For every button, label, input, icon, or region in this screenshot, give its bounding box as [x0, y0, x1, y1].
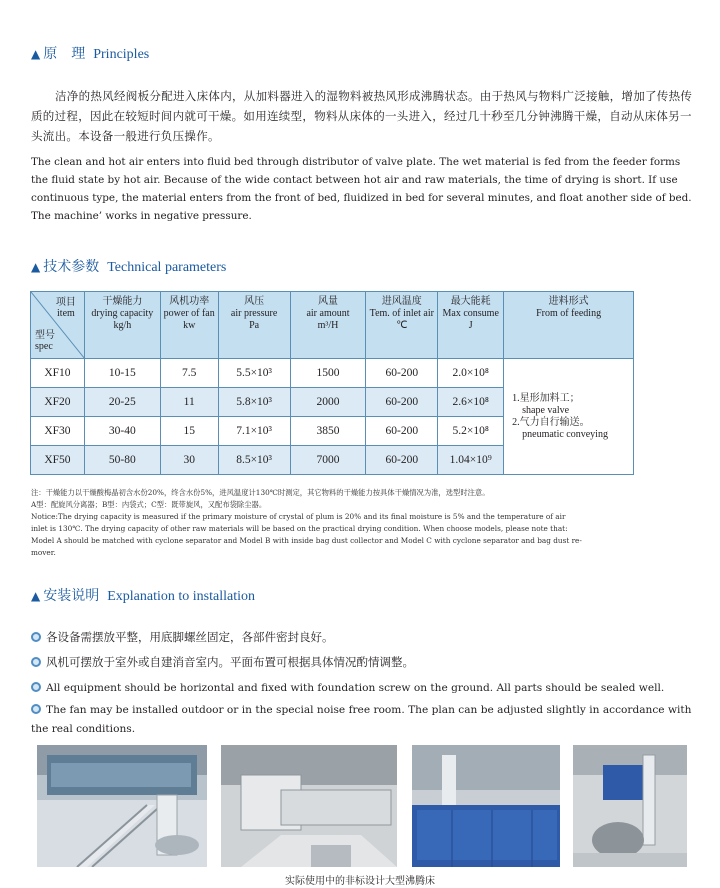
- power-cell: 15: [160, 417, 218, 446]
- install-item: 风机可摆放于室外或自建消音室内。平面布置可根据具体情况酌情调整。: [31, 653, 699, 672]
- factory-photo-4: [573, 745, 687, 867]
- circle-bullet-icon: [31, 682, 41, 692]
- pressure-cell: 5.8×10³: [218, 388, 290, 417]
- principles-heading: [31, 43, 149, 63]
- triangle-bullet-icon: ▲: [31, 47, 41, 61]
- capacity-cell: 20-25: [84, 388, 160, 417]
- feeding-line: shape valve: [522, 404, 570, 416]
- circle-bullet-icon: [31, 657, 41, 667]
- factory-photo-2: [221, 745, 397, 867]
- table-row: [31, 359, 634, 388]
- install-item: All equipment should be horizontal and fixed with foundation screw on the ground. All parts should be sealed well.: [31, 679, 699, 698]
- model-cell: XF50: [31, 446, 85, 475]
- tech-heading: [31, 256, 226, 276]
- header-inlet-temperature: 进风温度 Tem. of inlet air ℃: [366, 292, 438, 359]
- note-line: 注：干燥能力以干燥酸梅晶初含水份20%，终含水份5%，进风温度计130℃时测定，其它物料的干燥能力按具体干燥情况为准，选型时注意。: [31, 488, 490, 497]
- temp-cell: 60-200: [366, 359, 438, 388]
- photo-caption: 实际使用中的非标设计大型沸腾床: [285, 876, 435, 887]
- consume-cell: 2.0×10⁸: [438, 359, 504, 388]
- install-item: 各设备需摆放平整，用底脚螺丝固定，各部件密封良好。: [31, 628, 699, 647]
- header-power-of-fan: 风机功率 power of fan kw: [160, 292, 218, 359]
- note-line: A型：配旋风分离器；B型：内袋式；C型：既带旋风，又配布袋除尘器。: [31, 500, 267, 509]
- feeding-line: 1.星形加料工；: [512, 392, 580, 404]
- power-cell: 7.5: [160, 359, 218, 388]
- triangle-bullet-icon: ▲: [31, 589, 41, 603]
- header-feeding-form: 进料形式 From of feeding: [504, 292, 634, 359]
- header-air-pressure: 风压 air pressure Pa: [218, 292, 290, 359]
- temp-cell: 60-200: [366, 417, 438, 446]
- pressure-cell: 5.5×10³: [218, 359, 290, 388]
- tech-parameters-table: [30, 291, 634, 475]
- feeding-form-cell: [504, 359, 634, 475]
- power-cell: 30: [160, 446, 218, 475]
- consume-cell: 5.2×10⁸: [438, 417, 504, 446]
- install-heading: [31, 585, 255, 605]
- table-notes: [31, 487, 671, 559]
- consume-cell: 1.04×10⁹: [438, 446, 504, 475]
- note-line: mover.: [31, 548, 56, 557]
- note-line: Model A should be matched with cyclone separator and Model B with inside bag dust collector and Model C with cyclone separator and bag dust re-: [31, 536, 582, 545]
- temp-cell: 60-200: [366, 388, 438, 417]
- principles-title-cn: 原 理: [43, 46, 86, 62]
- note-line: Notice:The drying capacity is measured if the primary moisture of crystal of plum is 20% and its final moisture is 5% and the temperature of air: [31, 512, 566, 521]
- note-line: inlet is 130℃. The drying capacity of other raw materials will be based on the practical drying condition. When choose models, please note that:: [31, 524, 568, 533]
- model-cell: XF30: [31, 417, 85, 446]
- circle-bullet-icon: [31, 632, 41, 642]
- amount-cell: 3850: [290, 417, 366, 446]
- pressure-cell: 7.1×10³: [218, 417, 290, 446]
- consume-cell: 2.6×10⁸: [438, 388, 504, 417]
- principles-title-en: Principles: [93, 47, 150, 62]
- amount-cell: 1500: [290, 359, 366, 388]
- corner-header-cell: 项目 item 型号 spec: [31, 292, 85, 359]
- capacity-cell: 50-80: [84, 446, 160, 475]
- feeding-line: 2.气力自行输送。: [512, 416, 590, 428]
- table-header-row: [31, 292, 634, 359]
- install-title-cn: 安装说明: [43, 588, 100, 604]
- header-air-amount: 风量 air amount m³/H: [290, 292, 366, 359]
- factory-photo-1: [37, 745, 207, 867]
- triangle-bullet-icon: ▲: [31, 260, 41, 274]
- tech-title-cn: 技术参数: [43, 259, 100, 275]
- model-cell: XF10: [31, 359, 85, 388]
- power-cell: 11: [160, 388, 218, 417]
- principles-text-cn: 洁净的热风经阀板分配进入床体内，从加料器进入的湿物料被热风形成沸腾状态。由于热风与物料广泛接触，增加了传热传质的过程，因此在较短时间内就可干燥。如用连续型，物料从床体的一头进入，经过几十秒至几分钟沸腾干燥，自动从床体另一头流出。本设备一般进行负压操作。: [31, 89, 693, 143]
- temp-cell: 60-200: [366, 446, 438, 475]
- amount-cell: 7000: [290, 446, 366, 475]
- feeding-line: pneumatic conveying: [522, 428, 608, 440]
- model-cell: XF20: [31, 388, 85, 417]
- header-drying-capacity: 干燥能力 drying capacity kg/h: [84, 292, 160, 359]
- install-item: The fan may be installed outdoor or in the special noise free room. The plan can be adjusted slightly in accordance with the real conditions.: [31, 704, 692, 735]
- amount-cell: 2000: [290, 388, 366, 417]
- install-title-en: Explanation to installation: [107, 589, 255, 604]
- capacity-cell: 10-15: [84, 359, 160, 388]
- pressure-cell: 8.5×10³: [218, 446, 290, 475]
- principles-text-en: The clean and hot air enters into fluid bed through distributor of valve plate. The wet material is fed from the feeder forms the fluid state by hot air. Because of the wide contact between hot air and raw materials, the time of drying is short. If use continuous type, the material enters from the front of bed, fluidized in bed for several minutes, and float another side of bed. The machine’ works in negative pressure.: [31, 156, 692, 222]
- tech-title-en: Technical parameters: [107, 260, 227, 275]
- capacity-cell: 30-40: [84, 417, 160, 446]
- factory-photo-3: [412, 745, 560, 867]
- header-max-consume: 最大能耗 Max consume J: [438, 292, 504, 359]
- circle-bullet-icon: [31, 704, 41, 714]
